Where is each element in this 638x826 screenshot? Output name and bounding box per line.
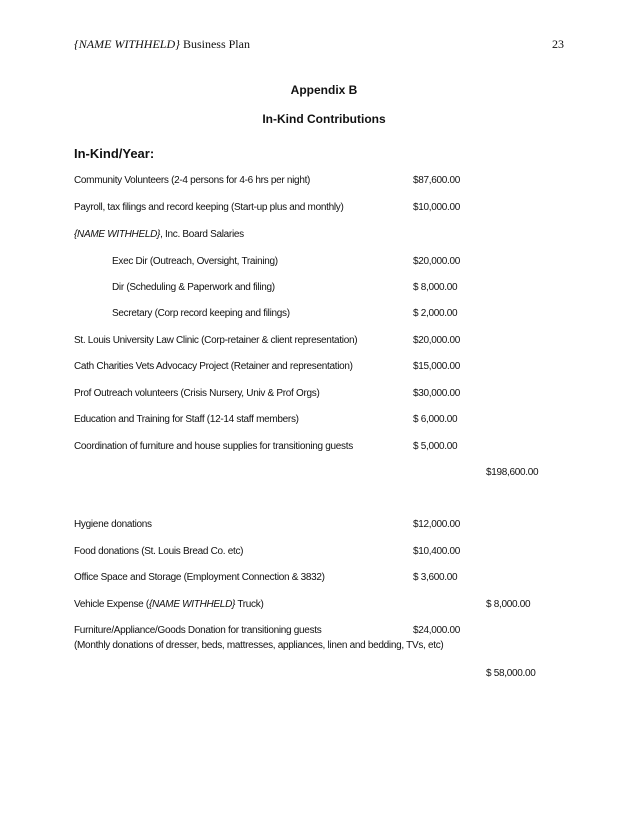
appendix-title: Appendix B bbox=[290, 83, 358, 97]
header-name-placeholder: {NAME WITHHELD} bbox=[74, 37, 180, 51]
line-item-note: (Monthly donations of dresser, beds, mattresses, appliances, linen and bedding, TVs, etc) bbox=[74, 640, 444, 651]
subtitle: In-Kind/Year: bbox=[74, 146, 155, 161]
line-item-label-pre: Vehicle Expense ( bbox=[74, 599, 149, 610]
line-item-amount: $ 3,600.00 bbox=[413, 572, 458, 583]
header-doc-title: Business Plan bbox=[179, 37, 250, 51]
line-item-label bbox=[74, 599, 264, 610]
line-item-label: Coordination of furniture and house supplies for transitioning guests bbox=[74, 441, 353, 452]
name-placeholder: {NAME WITHHELD} bbox=[148, 599, 236, 610]
header-title bbox=[74, 37, 250, 52]
line-item-label: Community Volunteers (2-4 persons for 4-6 hrs per night) bbox=[74, 175, 311, 186]
line-item-label: Prof Outreach volunteers (Crisis Nursery, Univ & Prof Orgs) bbox=[74, 388, 320, 399]
line-item-label: Exec Dir (Outreach, Oversight, Training) bbox=[112, 256, 278, 267]
line-item-label: Food donations (St. Louis Bread Co. etc) bbox=[74, 546, 244, 557]
line-item-label: Secretary (Corp record keeping and filings) bbox=[112, 308, 290, 319]
line-item-amount: $12,000.00 bbox=[413, 519, 461, 530]
line-item-amount: $ 2,000.00 bbox=[413, 308, 458, 319]
line-item-label: Hygiene donations bbox=[74, 519, 152, 530]
line-item-label-rest: Truck) bbox=[235, 599, 264, 610]
line-item-amount: $ 8,000.00 bbox=[486, 599, 531, 610]
group-total: $ 58,000.00 bbox=[486, 668, 536, 679]
line-item-label: St. Louis University Law Clinic (Corp-retainer & client representation) bbox=[74, 335, 358, 346]
line-item-amount: $ 8,000.00 bbox=[413, 282, 458, 293]
page-number: 23 bbox=[552, 37, 564, 51]
line-item-amount: $ 5,000.00 bbox=[413, 441, 458, 452]
line-item-label: Office Space and Storage (Employment Connection & 3832) bbox=[74, 572, 325, 583]
name-placeholder: {NAME WITHHELD} bbox=[74, 229, 161, 240]
line-item-amount: $10,000.00 bbox=[413, 202, 461, 213]
line-item-label: Payroll, tax filings and record keeping (Start-up plus and monthly) bbox=[74, 202, 344, 213]
line-item-label: Cath Charities Vets Advocacy Project (Retainer and representation) bbox=[74, 361, 353, 372]
section-title: In-Kind Contributions bbox=[262, 112, 386, 126]
line-item-label: Education and Training for Staff (12-14 staff members) bbox=[74, 414, 299, 425]
line-item-amount: $ 6,000.00 bbox=[413, 414, 458, 425]
line-item-amount: $30,000.00 bbox=[413, 388, 461, 399]
line-item-amount: $15,000.00 bbox=[413, 361, 461, 372]
line-item-amount: $10,400.00 bbox=[413, 546, 461, 557]
line-item-label: Furniture/Appliance/Goods Donation for transitioning guests bbox=[74, 625, 322, 636]
line-item-amount: $20,000.00 bbox=[413, 256, 461, 267]
line-item-label: Dir (Scheduling & Paperwork and filing) bbox=[112, 282, 275, 293]
line-item-amount: $87,600.00 bbox=[413, 175, 461, 186]
line-item-label-rest: , Inc. Board Salaries bbox=[160, 229, 244, 240]
group-total: $198,600.00 bbox=[486, 467, 539, 478]
line-item-amount: $24,000.00 bbox=[413, 625, 461, 636]
line-item-label bbox=[74, 229, 244, 240]
line-item-amount: $20,000.00 bbox=[413, 335, 461, 346]
